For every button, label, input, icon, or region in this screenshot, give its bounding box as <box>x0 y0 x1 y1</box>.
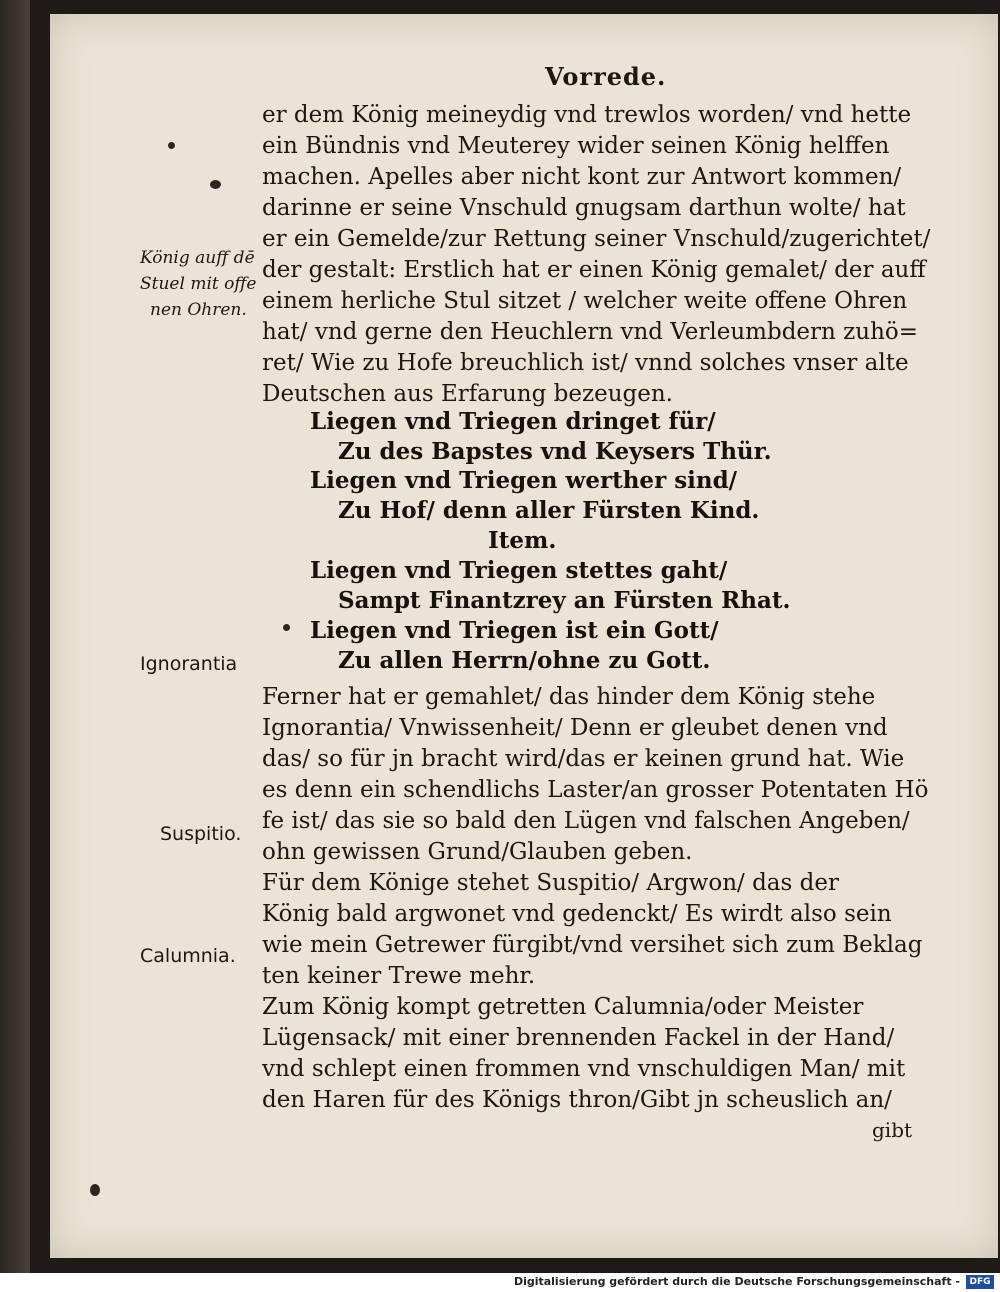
body-line: vnd schlept einen frommen vnd vnschuldigen Man/ mit <box>262 1056 906 1082</box>
body-line: ein Bündnis vnd Meuterey wider seinen König helffen <box>262 133 890 159</box>
ink-spot <box>210 180 221 189</box>
body-line: Lügensack/ mit einer brennenden Fackel in der Hand/ <box>262 1025 895 1051</box>
margin-note-line: nen Ohren. <box>150 300 247 320</box>
body-line: Ignorantia/ Vnwissenheit/ Denn er gleubet denen vnd <box>262 715 888 741</box>
body-line: fe ist/ das sie so bald den Lügen vnd falschen Angeben/ <box>262 808 910 834</box>
body-line: der gestalt: Erstlich hat er einen König gemalet/ der auff <box>262 257 926 283</box>
verse-line: Liegen vnd Triegen werther sind/ <box>310 467 738 494</box>
body-line: Zum König kompt getretten Calumnia/oder Meister <box>262 994 864 1020</box>
body-line: ret/ Wie zu Hofe breuchlich ist/ vnnd solches vnser alte <box>262 350 909 376</box>
verse-line: Sampt Finantzrey an Fürsten Rhat. <box>338 587 791 614</box>
body-line: den Haren für des Königs thron/Gibt jn scheuslich an/ <box>262 1087 892 1113</box>
body-line: ohn gewissen Grund/Glauben geben. <box>262 839 693 865</box>
body-line: Deutschen aus Erfarung bezeugen. <box>262 381 673 407</box>
binding-gutter <box>0 0 30 1273</box>
verse-line: Liegen vnd Triegen stettes gaht/ <box>310 557 728 584</box>
body-line: er ein Gemelde/zur Rettung seiner Vnschuld/zugerichtet/ <box>262 226 931 252</box>
catchword: gibt <box>872 1118 913 1142</box>
body-line: König bald argwonet vnd gedenckt/ Es wirdt also sein <box>262 901 892 927</box>
margin-note-line: König auff dē <box>140 248 255 268</box>
margin-note-suspitio: Suspitio. <box>160 823 242 845</box>
body-line: einem herliche Stul sitzet / welcher weite offene Ohren <box>262 288 908 314</box>
verse-line: Liegen vnd Triegen ist ein Gott/ <box>310 617 719 644</box>
body-line: Für dem Könige stehet Suspitio/ Argwon/ das der <box>262 870 839 896</box>
margin-note-ignorantia: Ignorantia <box>140 653 238 675</box>
verse-heading-item: Item. <box>488 527 557 554</box>
body-line: darinne er seine Vnschuld gnugsam darthun wolte/ hat <box>262 195 906 221</box>
body-line: ten keiner Trewe mehr. <box>262 963 536 989</box>
body-line: wie mein Getrewer fürgibt/vnd versihet sich zum Beklag <box>262 932 923 958</box>
ink-spot <box>90 1184 100 1196</box>
running-head: Vorrede. <box>545 62 667 91</box>
body-line: das/ so für jn bracht wird/das er keinen grund hat. Wie <box>262 746 905 772</box>
verse-line: Zu Hof/ denn aller Fürsten Kind. <box>338 497 760 524</box>
body-line: Ferner hat er gemahlet/ das hinder dem König stehe <box>262 684 876 710</box>
margin-note-line: Stuel mit offe <box>140 274 257 294</box>
body-line: es denn ein schendlichs Laster/an grosser Potentaten Hö <box>262 777 929 803</box>
ink-spot <box>168 142 175 149</box>
footer-bar <box>0 1273 1000 1292</box>
ink-spot <box>283 624 290 631</box>
verse-line: Zu allen Herrn/ohne zu Gott. <box>338 647 711 674</box>
verse-line: Liegen vnd Triegen dringet für/ <box>310 408 716 435</box>
funding-notice: Digitalisierung gefördert durch die Deutsche Forschungsgemeinschaft - <box>513 1275 960 1288</box>
verse-line: Zu des Bapstes vnd Keysers Thür. <box>338 438 772 465</box>
body-line: er dem König meineydig vnd trewlos worden/ vnd hette <box>262 102 912 128</box>
margin-note-calumnia: Calumnia. <box>140 945 236 967</box>
dfg-logo[interactable]: DFG <box>966 1275 994 1289</box>
body-line: machen. Apelles aber nicht kont zur Antwort kommen/ <box>262 164 902 190</box>
body-line: hat/ vnd gerne den Heuchlern vnd Verleumbdern zuhö= <box>262 319 919 345</box>
